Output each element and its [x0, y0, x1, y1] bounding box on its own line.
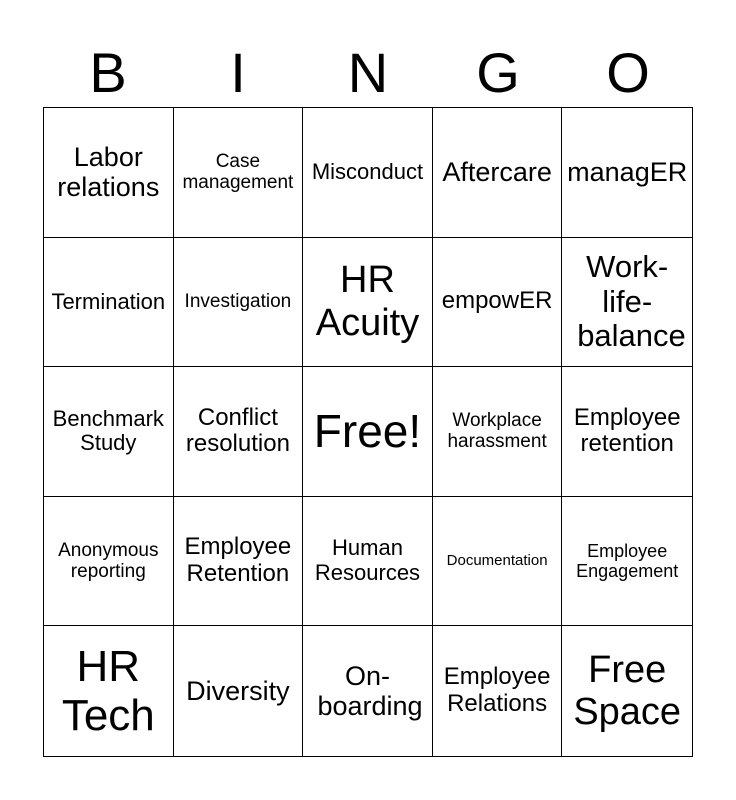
header-letter-n: N — [347, 41, 389, 104]
bingo-cell[interactable] — [303, 238, 433, 368]
cell-label: Employee Engagement — [576, 540, 679, 582]
bingo-cell[interactable] — [44, 497, 174, 627]
bingo-cell[interactable] — [44, 626, 174, 756]
header-letter-b: B — [89, 41, 127, 104]
cell-label: empowER — [441, 287, 553, 315]
cell-label: Workplace harassment — [447, 410, 547, 453]
bingo-cell[interactable] — [303, 367, 433, 497]
cell-label: Termination — [51, 288, 166, 314]
cell-label: managER — [567, 157, 688, 188]
bingo-cell[interactable] — [174, 497, 304, 627]
cell-label: Misconduct — [311, 158, 424, 184]
cell-label: HR Acuity — [315, 259, 420, 344]
bingo-cell[interactable] — [562, 238, 692, 368]
cell-label: Work-life-balance — [577, 248, 686, 354]
cell-label: Aftercare — [442, 157, 552, 188]
bingo-cell[interactable] — [562, 108, 692, 238]
bingo-cell[interactable] — [562, 367, 692, 497]
cell-label: Anonymous reporting — [58, 539, 159, 583]
bingo-cell[interactable] — [174, 238, 304, 368]
header-letter-g: G — [476, 41, 520, 104]
bingo-cell[interactable] — [303, 497, 433, 627]
cell-label: Case management — [182, 151, 294, 194]
bingo-cell[interactable] — [433, 626, 563, 756]
cell-label: Employee Relations — [443, 663, 551, 718]
bingo-cell[interactable] — [174, 626, 304, 756]
cell-label: Documentation — [446, 551, 548, 569]
bingo-cell[interactable] — [174, 108, 304, 238]
bingo-cell[interactable] — [44, 238, 174, 368]
bingo-cell[interactable] — [174, 367, 304, 497]
bingo-cell[interactable] — [44, 367, 174, 497]
cell-label: Labor relations — [57, 142, 160, 203]
cell-label: Employee retention — [573, 403, 681, 458]
cell-label: Benchmark Study — [52, 405, 164, 456]
bingo-header — [43, 40, 693, 106]
bingo-cell[interactable] — [562, 497, 692, 627]
bingo-cell[interactable] — [562, 626, 692, 756]
cell-label: HR Tech — [61, 641, 155, 741]
bingo-cell[interactable] — [44, 108, 174, 238]
cell-label: Employee Retention — [184, 533, 292, 588]
free-space: Free! — [313, 404, 422, 457]
cell-label: Conflict resolution — [185, 403, 290, 458]
bingo-cell[interactable] — [303, 108, 433, 238]
cell-label: Human Resources — [314, 535, 421, 586]
bingo-cell[interactable] — [433, 238, 563, 368]
bingo-board — [43, 107, 693, 757]
bingo-cell[interactable] — [433, 108, 563, 238]
header-letter-o: O — [606, 41, 650, 104]
bingo-cell[interactable] — [433, 367, 563, 497]
cell-label: Diversity — [186, 676, 290, 707]
bingo-cell[interactable] — [303, 626, 433, 756]
cell-label: On-boarding — [317, 660, 423, 722]
cell-label: Investigation — [184, 291, 292, 313]
cell-label: Free Space — [573, 648, 682, 734]
bingo-cell[interactable] — [433, 497, 563, 627]
header-letter-i: I — [230, 41, 246, 104]
